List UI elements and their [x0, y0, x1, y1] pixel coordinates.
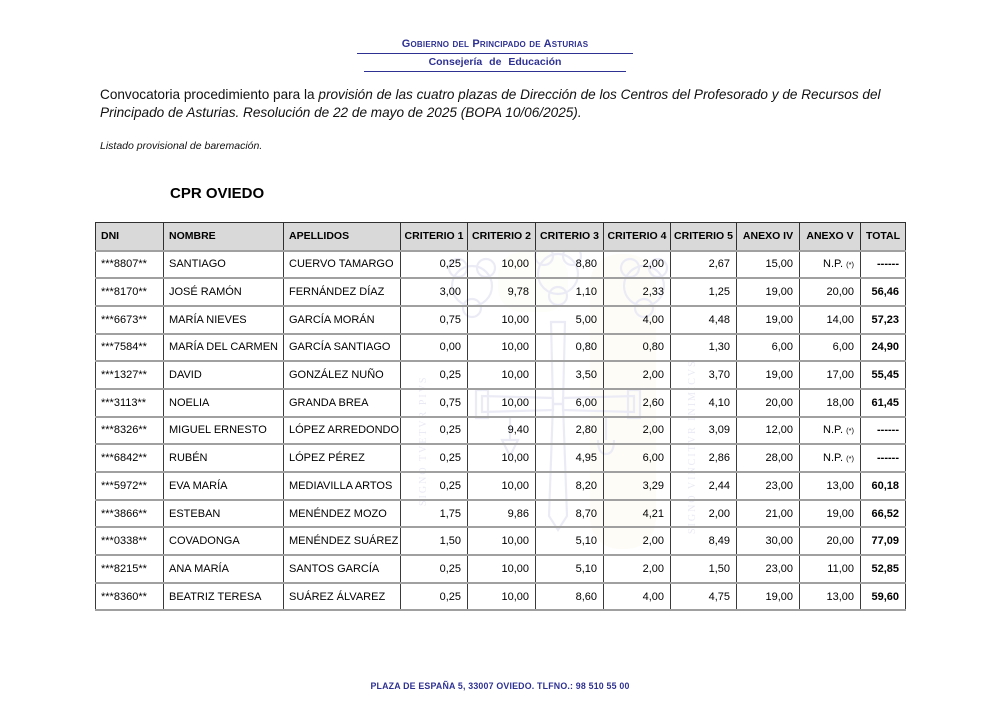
cell: 52,85	[861, 555, 906, 583]
document-subtitle: Listado provisional de baremación.	[100, 140, 263, 152]
cell: 0,80	[604, 334, 671, 362]
cell: 4,75	[671, 583, 737, 611]
cell: 19,00	[737, 361, 800, 389]
cell: GONZÁLEZ NUÑO	[284, 361, 401, 389]
document-title	[100, 86, 912, 121]
cell: 2,00	[604, 527, 671, 555]
cell: 3,70	[671, 361, 737, 389]
cell: 9,86	[468, 500, 536, 528]
cell: 10,00	[468, 389, 536, 417]
cell: 0,25	[401, 251, 468, 279]
cell: 0,80	[536, 334, 604, 362]
cell: 1,25	[671, 278, 737, 306]
cell: LÓPEZ ARREDONDO	[284, 417, 401, 445]
cell: ***5972**	[96, 472, 164, 500]
title-normal-part: Convocatoria procedimiento para la	[100, 87, 319, 102]
column-header: CRITERIO 3	[536, 223, 604, 251]
cell: ***3113**	[96, 389, 164, 417]
cell: 19,00	[800, 500, 861, 528]
cell: 60,18	[861, 472, 906, 500]
cell: 4,10	[671, 389, 737, 417]
table-row	[96, 583, 906, 611]
cell: 1,10	[536, 278, 604, 306]
cell: ***8326**	[96, 417, 164, 445]
cell: MARÍA NIEVES	[164, 306, 284, 334]
cell: NOELIA	[164, 389, 284, 417]
table-row	[96, 500, 906, 528]
cell: DAVID	[164, 361, 284, 389]
cell: 6,00	[737, 334, 800, 362]
government-letterhead	[357, 38, 633, 72]
cell: 24,90	[861, 334, 906, 362]
table-row	[96, 361, 906, 389]
cell: ***6673**	[96, 306, 164, 334]
cell: 77,09	[861, 527, 906, 555]
cell: 6,00	[800, 334, 861, 362]
cell: ***8215**	[96, 555, 164, 583]
cell: ***6842**	[96, 444, 164, 472]
cell: SANTOS GARCÍA	[284, 555, 401, 583]
cell: 14,00	[800, 306, 861, 334]
column-header: ANEXO IV	[737, 223, 800, 251]
column-header: ANEXO V	[800, 223, 861, 251]
cell: 2,80	[536, 417, 604, 445]
cell: COVADONGA	[164, 527, 284, 555]
cell: 5,10	[536, 555, 604, 583]
cell: JOSÉ RAMÓN	[164, 278, 284, 306]
cell: RUBÉN	[164, 444, 284, 472]
table-row	[96, 527, 906, 555]
cell: 0,00	[401, 334, 468, 362]
column-header: APELLIDOS	[284, 223, 401, 251]
title-italic-part: provisión de las cuatro plazas de Dirección de los Centros del Profesorado y de Recursos del Principado de Asturias. Resolución de 22 de mayo de 2025 (BOPA 10/06/2025).	[100, 87, 881, 120]
svg-text:SIGNO TVETVR PIVS: SIGNO TVETVR PIVS	[418, 375, 429, 506]
cell: FERNÁNDEZ DÍAZ	[284, 278, 401, 306]
cell: MENÉNDEZ MOZO	[284, 500, 401, 528]
cell: ***8360**	[96, 583, 164, 611]
cell: ***1327**	[96, 361, 164, 389]
cell: 59,60	[861, 583, 906, 611]
cell: 4,95	[536, 444, 604, 472]
cell: 0,25	[401, 444, 468, 472]
cell: 61,45	[861, 389, 906, 417]
cell: GRANDA BREA	[284, 389, 401, 417]
column-header: CRITERIO 5	[671, 223, 737, 251]
cell: 10,00	[468, 555, 536, 583]
cell: 0,25	[401, 361, 468, 389]
cell: BEATRIZ TERESA	[164, 583, 284, 611]
table-row	[96, 389, 906, 417]
cell: ------	[861, 417, 906, 445]
cell: 23,00	[737, 472, 800, 500]
cell: 8,70	[536, 500, 604, 528]
cell: 1,30	[671, 334, 737, 362]
cell: SANTIAGO	[164, 251, 284, 279]
cell: 20,00	[800, 278, 861, 306]
cell: 2,00	[604, 361, 671, 389]
table-row	[96, 444, 906, 472]
footer-address: PLAZA DE ESPAÑA 5, 33007 OVIEDO. TLFNO.: 98 510 55 00	[370, 681, 630, 691]
cell: 3,09	[671, 417, 737, 445]
cell: ------	[861, 444, 906, 472]
cell: 15,00	[737, 251, 800, 279]
cell: EVA MARÍA	[164, 472, 284, 500]
cell: 10,00	[468, 444, 536, 472]
cell: 11,00	[800, 555, 861, 583]
cell: 0,25	[401, 417, 468, 445]
section-title: CPR OVIEDO	[170, 185, 265, 202]
cell: 0,25	[401, 583, 468, 611]
column-header: TOTAL	[861, 223, 906, 251]
cell: 1,50	[401, 527, 468, 555]
table-row	[96, 472, 906, 500]
cell: ***7584**	[96, 334, 164, 362]
cell: 4,00	[604, 306, 671, 334]
cell: 2,33	[604, 278, 671, 306]
table-header-row	[96, 223, 906, 251]
table-body	[96, 251, 906, 611]
cell: SUÁREZ ÁLVAREZ	[284, 583, 401, 611]
cell: ***0338**	[96, 527, 164, 555]
column-header: NOMBRE	[164, 223, 284, 251]
cell: N.P. (*)	[800, 417, 861, 445]
cell: 19,00	[737, 306, 800, 334]
cell: 10,00	[468, 361, 536, 389]
cell: 13,00	[800, 472, 861, 500]
cell: 2,86	[671, 444, 737, 472]
cell: ***3866**	[96, 500, 164, 528]
cell: 18,00	[800, 389, 861, 417]
cell: 5,10	[536, 527, 604, 555]
table-row	[96, 251, 906, 279]
cell: 2,00	[604, 251, 671, 279]
cell: 2,00	[604, 555, 671, 583]
cell: 4,00	[604, 583, 671, 611]
cell: 3,50	[536, 361, 604, 389]
cell: 8,80	[536, 251, 604, 279]
cell: 4,48	[671, 306, 737, 334]
cell: 19,00	[737, 278, 800, 306]
cell: 9,78	[468, 278, 536, 306]
cell: 5,00	[536, 306, 604, 334]
cell: 10,00	[468, 251, 536, 279]
cell: 0,75	[401, 389, 468, 417]
cell: 12,00	[737, 417, 800, 445]
cell: MENÉNDEZ SUÁREZ	[284, 527, 401, 555]
organization-name: Gobierno del Principado de Asturias	[357, 38, 633, 54]
column-header: DNI	[96, 223, 164, 251]
cell: 57,23	[861, 306, 906, 334]
cell: 3,29	[604, 472, 671, 500]
cell: 6,00	[536, 389, 604, 417]
baremacion-table	[95, 222, 906, 611]
column-header: CRITERIO 4	[604, 223, 671, 251]
cell: N.P. (*)	[800, 444, 861, 472]
cell: 3,00	[401, 278, 468, 306]
cell: 13,00	[800, 583, 861, 611]
cell: 0,75	[401, 306, 468, 334]
cell: N.P. (*)	[800, 251, 861, 279]
cell: 10,00	[468, 334, 536, 362]
cell: 10,00	[468, 472, 536, 500]
cell: 20,00	[737, 389, 800, 417]
table-row	[96, 306, 906, 334]
department-name: Consejería de Educación	[364, 54, 626, 72]
cell: MIGUEL ERNESTO	[164, 417, 284, 445]
table-row	[96, 334, 906, 362]
svg-text:SIGNO VINCITVR INIMICVS: SIGNO VINCITVR INIMICVS	[687, 359, 698, 534]
cell: 8,49	[671, 527, 737, 555]
column-header: CRITERIO 1	[401, 223, 468, 251]
cell: MARÍA DEL CARMEN	[164, 334, 284, 362]
cell: 28,00	[737, 444, 800, 472]
cell: 23,00	[737, 555, 800, 583]
cell: 21,00	[737, 500, 800, 528]
cell: ANA MARÍA	[164, 555, 284, 583]
cell: 56,46	[861, 278, 906, 306]
cell: 10,00	[468, 583, 536, 611]
table-row	[96, 555, 906, 583]
column-header: CRITERIO 2	[468, 223, 536, 251]
cell: 2,00	[604, 417, 671, 445]
cell: 0,25	[401, 472, 468, 500]
cell: CUERVO TAMARGO	[284, 251, 401, 279]
cell: 17,00	[800, 361, 861, 389]
cell: ESTEBAN	[164, 500, 284, 528]
cell: 1,50	[671, 555, 737, 583]
cell: ***8170**	[96, 278, 164, 306]
cell: GARCÍA MORÁN	[284, 306, 401, 334]
cell: 8,20	[536, 472, 604, 500]
cell: 19,00	[737, 583, 800, 611]
cell: GARCÍA SANTIAGO	[284, 334, 401, 362]
cell: 1,75	[401, 500, 468, 528]
cell: ------	[861, 251, 906, 279]
cell: 10,00	[468, 527, 536, 555]
cell: 6,00	[604, 444, 671, 472]
cell: 30,00	[737, 527, 800, 555]
cell: 2,60	[604, 389, 671, 417]
cell: 4,21	[604, 500, 671, 528]
cell: LÓPEZ PÉREZ	[284, 444, 401, 472]
cell: MEDIAVILLA ARTOS	[284, 472, 401, 500]
cell: 2,00	[671, 500, 737, 528]
cell: 0,25	[401, 555, 468, 583]
cell: 8,60	[536, 583, 604, 611]
cell: 10,00	[468, 306, 536, 334]
cell: 2,44	[671, 472, 737, 500]
cell: ***8807**	[96, 251, 164, 279]
table-row	[96, 417, 906, 445]
cell: 9,40	[468, 417, 536, 445]
cell: 20,00	[800, 527, 861, 555]
cell: 66,52	[861, 500, 906, 528]
cell: 55,45	[861, 361, 906, 389]
cell: 2,67	[671, 251, 737, 279]
table-row	[96, 278, 906, 306]
